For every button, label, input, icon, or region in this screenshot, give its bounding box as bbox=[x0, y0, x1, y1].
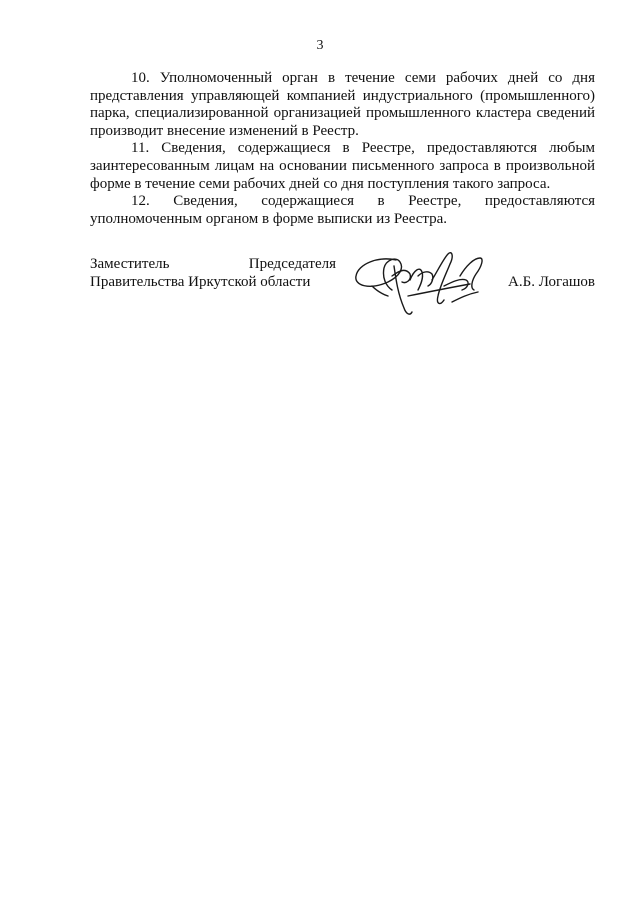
signer-title-line2: Правительства Иркутской области bbox=[90, 273, 311, 290]
signature-block bbox=[90, 256, 595, 336]
paragraph-11: 11. Сведения, содержащиеся в Реестре, предоставляются любым заинтересованным лицам на основании письменного запроса в произвольной форме в течение семи рабочих дней со дня поступления такого запроса. bbox=[90, 140, 595, 192]
signer-title-line1 bbox=[90, 256, 336, 274]
signer-title-deputy: Заместитель bbox=[90, 256, 170, 272]
paragraph-12: 12. Сведения, содержащиеся в Реестре, предоставляются уполномоченным органом в форме выписки из Реестра. bbox=[90, 193, 595, 227]
signer-name: А.Б. Логашов bbox=[508, 273, 595, 290]
signer-title-chairman: Председателя bbox=[248, 256, 336, 272]
document-body bbox=[90, 70, 595, 228]
handwritten-signature bbox=[348, 246, 498, 326]
page-number: 3 bbox=[316, 38, 324, 53]
paragraph-10: 10. Уполномоченный орган в течение семи рабочих дней со дня представления управляющей компанией индустриального (промышленного) парка, специализированной организацией промышленного кластера сведений производит внесение изменений в Реестр. bbox=[90, 70, 595, 139]
